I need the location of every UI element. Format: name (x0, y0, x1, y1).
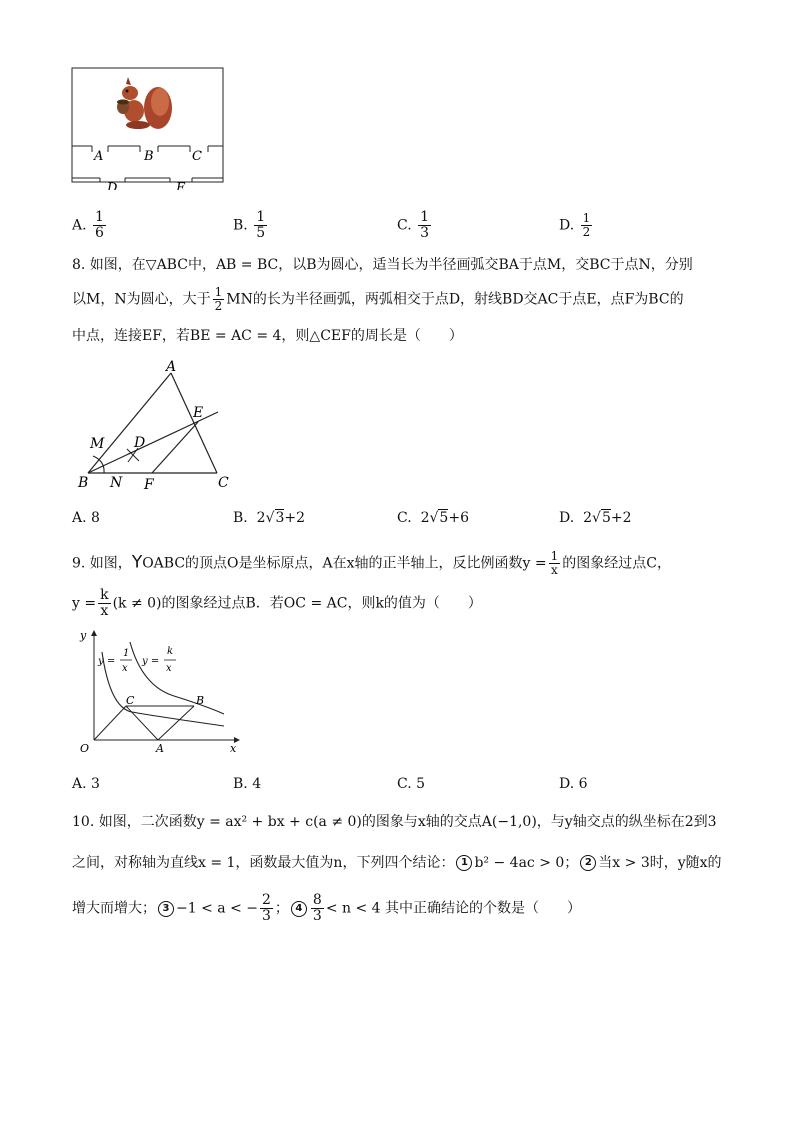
label-D: D (107, 181, 118, 190)
label-A: A (156, 742, 164, 755)
q8-line-3: 中点，连接EF，若BE = AC = 4，则△CEF的周长是（ ） (72, 328, 463, 344)
circled-number-2: 2 (580, 855, 596, 871)
q9-line-1: 9. 如图，YOABC的顶点O是坐标原点，A在x轴的正半轴上，反比例函数y = $\frac{1}{x}$ 的图象经过点C， (72, 549, 671, 577)
label-A: A (94, 149, 104, 164)
y-axis-label: y (80, 629, 87, 642)
q7-option-a[interactable]: A. $\frac{1}{6}$ (72, 209, 104, 241)
squirrel-illustration (117, 77, 172, 129)
fraction: $\frac{1}{6}$ (95, 209, 104, 241)
fraction: $\frac{1}{2}$ (214, 285, 223, 313)
label-A: A (166, 359, 177, 375)
circled-number-1: 1 (456, 855, 472, 871)
label-B: B (144, 149, 154, 164)
fraction: $\frac{1}{2}$ (582, 211, 591, 239)
q10-line-1: 10. 如图，二次函数y = ax² + bx + c(a ≠ 0)的图象与x轴的交点A(−1,0)，与y轴交点的纵坐标在2到3 (72, 814, 717, 830)
curve1-lhs: y = (98, 656, 116, 667)
label-C: C (126, 694, 135, 707)
label-F: F (144, 477, 154, 492)
label-B: B (196, 694, 205, 707)
curve2-den: x (166, 663, 172, 674)
curve2-num: k (167, 646, 174, 657)
curve2-lhs: y = (142, 656, 160, 667)
q9-figure (74, 624, 254, 760)
label-D: D (134, 435, 146, 451)
label-E: E (193, 405, 204, 421)
q9-option-d[interactable]: D. 6 (559, 776, 588, 792)
q8-option-c[interactable]: C. 2√5+6 (397, 510, 469, 526)
q9-option-a[interactable]: A. 3 (72, 776, 100, 792)
label-C: C (218, 475, 229, 491)
q10-line-2: 之间，对称轴为直线x = 1，函数最大值为n，下列四个结论： 1 b² − 4ac > 0； 2 当x > 3时，y随x的 (72, 855, 722, 871)
q7-option-d[interactable]: D. $\frac{1}{2}$ (559, 211, 591, 239)
fraction: $\frac{k}{x}$ (100, 587, 109, 619)
q8-line-2: 以M，N为圆心，大于 $\frac{1}{2}$ MN的长为半径画弧，两弧相交于点D，射线BD交AC于点E，点F为BC的 (72, 285, 684, 313)
fraction: $\frac{1}{5}$ (256, 209, 266, 241)
q8-option-b[interactable]: B. 2√3+2 (233, 510, 306, 526)
circled-number-3: 3 (158, 901, 174, 917)
parallelogram-symbol: Y (131, 552, 143, 573)
q7-option-b[interactable]: B. $\frac{1}{5}$ (233, 209, 266, 241)
q9-option-b[interactable]: B. 4 (233, 776, 262, 792)
origin-label: O (80, 742, 90, 755)
circled-number-4: 4 (291, 901, 307, 917)
curve1-den: x (122, 663, 128, 674)
q7-figure (70, 66, 230, 190)
q8-figure (74, 356, 244, 492)
fraction: $\frac{2}{3}$ (261, 892, 271, 924)
fraction: $\frac{1}{3}$ (420, 209, 430, 241)
label-M: M (90, 436, 105, 452)
x-axis-label: x (230, 742, 237, 755)
q9-option-c[interactable]: C. 5 (397, 776, 426, 792)
q8-line-1: 8. 如图，在▽ABC中，AB = BC，以B为圆心，适当长为半径画弧交BA于点M，交BC于点N，分别 (72, 257, 693, 273)
q8-option-d[interactable]: D. 2√5+2 (559, 510, 632, 526)
q10-line-3: 增大而增大； 3 −1 < a < − $\frac{2}{3}$ ； 4 $\frac{8}{3}$ < n < 4 其中正确结论的个数是（ ） (72, 892, 582, 924)
q7-option-c[interactable]: C. $\frac{1}{3}$ (397, 209, 430, 241)
fraction: $\frac{8}{3}$ (312, 892, 322, 924)
q9-line-2: y = $\frac{k}{x}$ (k ≠ 0)的图象经过点B．若OC = AC，则k的值为（ ） (72, 587, 482, 619)
q8-option-a[interactable]: A. 8 (72, 510, 100, 526)
curve1-num: 1 (123, 648, 130, 659)
label-B: B (78, 475, 89, 491)
label-N: N (110, 475, 123, 491)
label-C: C (192, 149, 202, 164)
fraction: $\frac{1}{x}$ (550, 549, 559, 577)
label-E: E (176, 181, 186, 190)
